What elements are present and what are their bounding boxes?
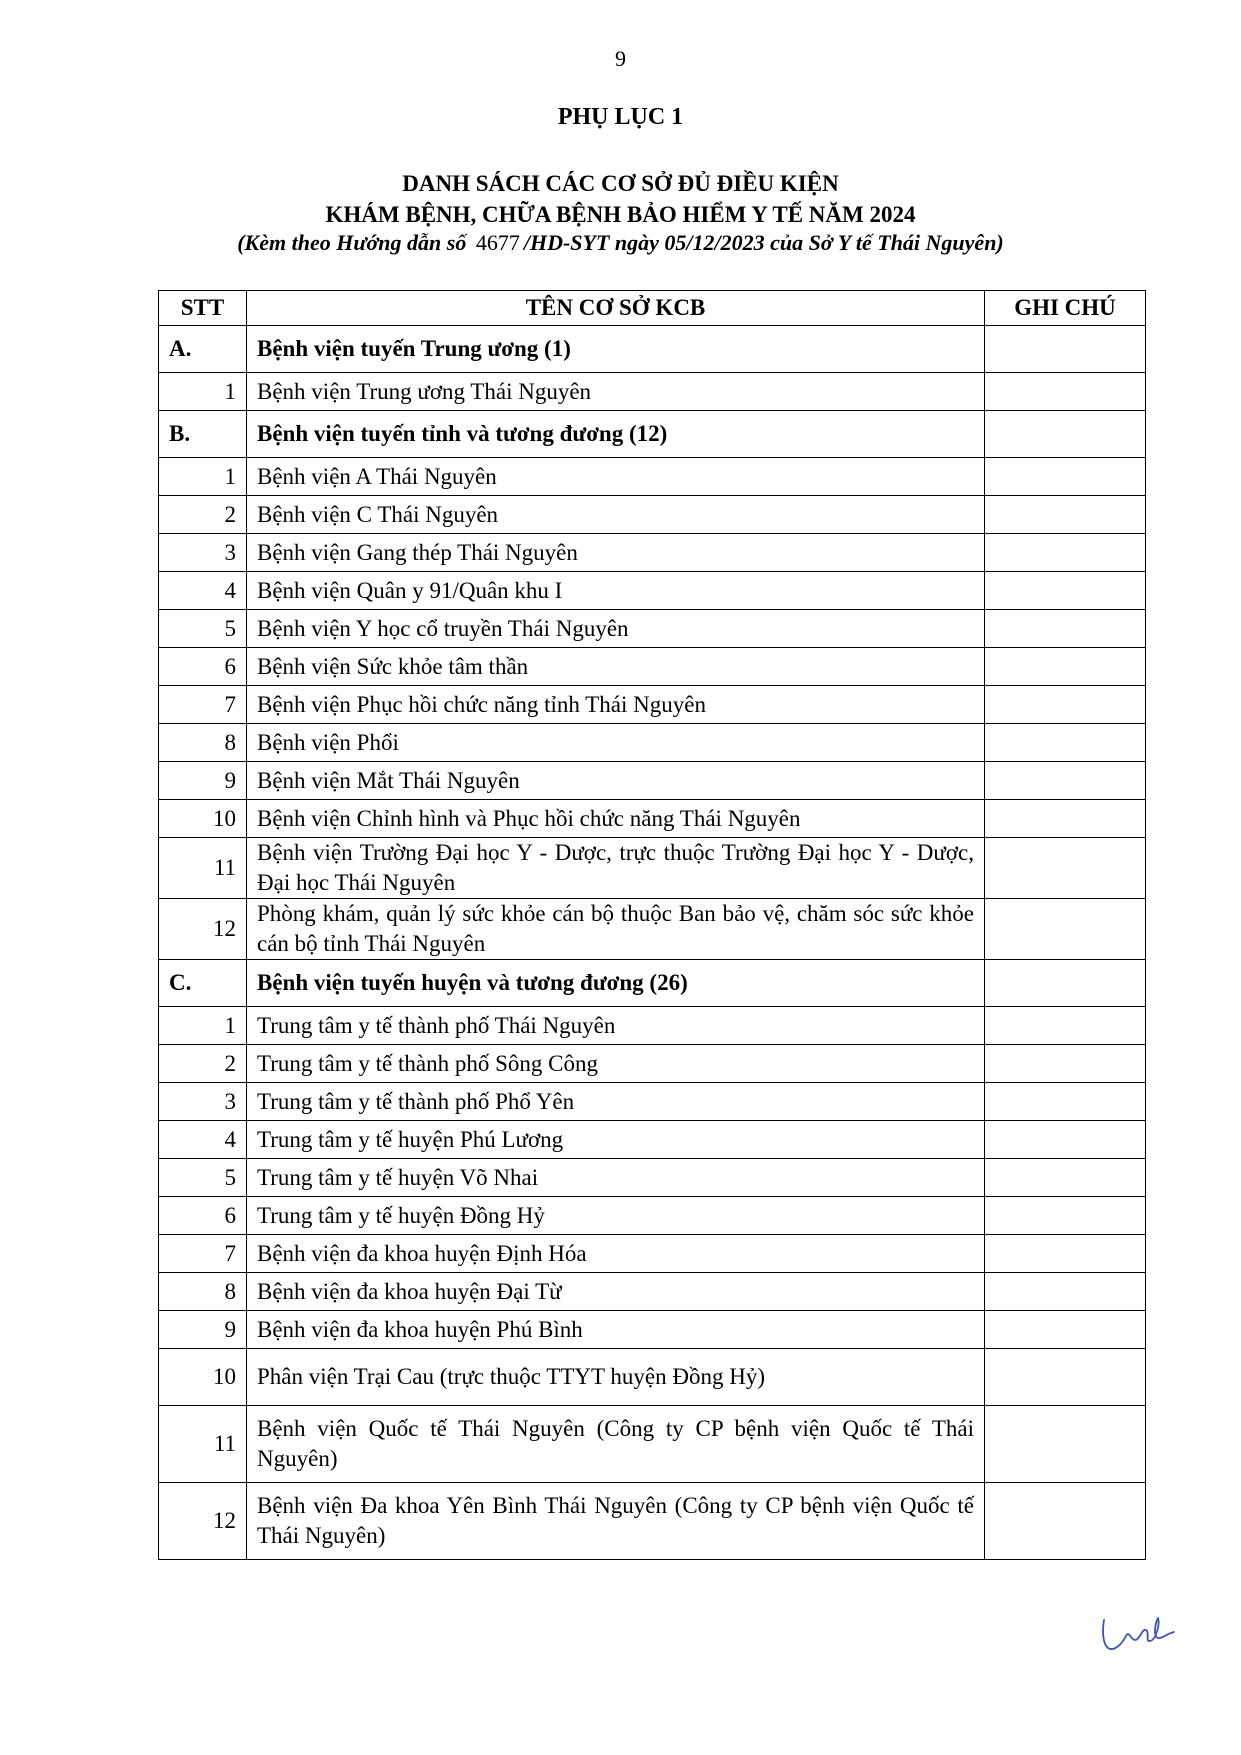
section-title: Bệnh viện tuyến Trung ương (1): [247, 326, 985, 373]
row-note: [985, 1235, 1146, 1273]
row-facility-name: Trung tâm y tế thành phố Thái Nguyên: [247, 1007, 985, 1045]
row-stt: 9: [159, 762, 247, 800]
header-facility-name: TÊN CƠ SỞ KCB: [247, 291, 985, 326]
table-row: [159, 1311, 1146, 1349]
row-note: [985, 1311, 1146, 1349]
section-note: [985, 960, 1146, 1007]
row-facility-name: Trung tâm y tế thành phố Sông Công: [247, 1045, 985, 1083]
table-row: [159, 1235, 1146, 1273]
document-title-line-2: KHÁM BỆNH, CHỮA BỆNH BẢO HIỂM Y TẾ NĂM 2024: [325, 202, 916, 227]
row-note: [985, 1483, 1146, 1560]
row-stt: 9: [159, 1311, 247, 1349]
row-facility-name: Trung tâm y tế huyện Võ Nhai: [247, 1159, 985, 1197]
table-row: [159, 1483, 1146, 1560]
row-note: [985, 1045, 1146, 1083]
header-stt: STT: [159, 291, 247, 326]
row-note: [985, 800, 1146, 838]
row-note: [985, 610, 1146, 648]
page-number: 9: [615, 46, 626, 71]
row-facility-name: Trung tâm y tế huyện Phú Lương: [247, 1121, 985, 1159]
row-facility-name: Bệnh viện đa khoa huyện Đại Từ: [247, 1273, 985, 1311]
row-note: [985, 686, 1146, 724]
table-row: [159, 800, 1146, 838]
subtitle-prefix: (Kèm theo Hướng dẫn số: [237, 230, 467, 255]
table-row: [159, 762, 1146, 800]
row-stt: 11: [159, 1406, 247, 1483]
row-facility-name: Bệnh viện Gang thép Thái Nguyên: [247, 534, 985, 572]
row-facility-name: Bệnh viện Sức khỏe tâm thần: [247, 648, 985, 686]
row-stt: 10: [159, 1349, 247, 1406]
section-title: Bệnh viện tuyến tỉnh và tương đương (12): [247, 411, 985, 458]
row-stt: 2: [159, 496, 247, 534]
table-row: [159, 1121, 1146, 1159]
row-note: [985, 496, 1146, 534]
row-facility-name: Bệnh viện Đa khoa Yên Bình Thái Nguyên (Công ty CP bệnh viện Quốc tế Thái Nguyên): [247, 1483, 985, 1560]
row-note: [985, 762, 1146, 800]
row-stt: 11: [159, 838, 247, 899]
row-stt: 1: [159, 373, 247, 411]
section-code: B.: [159, 411, 247, 458]
row-stt: 3: [159, 1083, 247, 1121]
row-note: [985, 1159, 1146, 1197]
row-note: [985, 1349, 1146, 1406]
table-row: [159, 572, 1146, 610]
row-stt: 4: [159, 572, 247, 610]
row-facility-name: Bệnh viện Trường Đại học Y - Dược, trực thuộc Trường Đại học Y - Dược, Đại học Thái Nguyên: [247, 838, 985, 899]
row-stt: 5: [159, 1159, 247, 1197]
table-row: [159, 1273, 1146, 1311]
section-row: [159, 326, 1146, 373]
row-stt: 12: [159, 899, 247, 960]
row-stt: 10: [159, 800, 247, 838]
row-note: [985, 838, 1146, 899]
row-stt: 3: [159, 534, 247, 572]
guidance-number: 4677: [475, 230, 520, 255]
table-header-row: [159, 291, 1146, 326]
table-row: [159, 724, 1146, 762]
row-stt: 7: [159, 686, 247, 724]
row-note: [985, 534, 1146, 572]
row-note: [985, 572, 1146, 610]
row-facility-name: Bệnh viện Trung ương Thái Nguyên: [247, 373, 985, 411]
section-title: Bệnh viện tuyến huyện và tương đương (26): [247, 960, 985, 1007]
row-stt: 8: [159, 724, 247, 762]
row-note: [985, 1406, 1146, 1483]
signature-mark: [1098, 1610, 1178, 1655]
row-facility-name: Bệnh viện Quốc tế Thái Nguyên (Công ty CP bệnh viện Quốc tế Thái Nguyên): [247, 1406, 985, 1483]
row-note: [985, 724, 1146, 762]
row-stt: 2: [159, 1045, 247, 1083]
section-row: [159, 411, 1146, 458]
table-row: [159, 1406, 1146, 1483]
row-facility-name: Bệnh viện đa khoa huyện Định Hóa: [247, 1235, 985, 1273]
row-facility-name: Bệnh viện Mắt Thái Nguyên: [247, 762, 985, 800]
row-note: [985, 458, 1146, 496]
row-facility-name: Bệnh viện Phục hồi chức năng tỉnh Thái Nguyên: [247, 686, 985, 724]
row-note: [985, 373, 1146, 411]
section-row: [159, 960, 1146, 1007]
table-row: [159, 899, 1146, 960]
document-title-line-1: DANH SÁCH CÁC CƠ SỞ ĐỦ ĐIỀU KIỆN: [402, 171, 839, 196]
row-facility-name: Trung tâm y tế thành phố Phổ Yên: [247, 1083, 985, 1121]
table-row: [159, 1197, 1146, 1235]
row-note: [985, 1007, 1146, 1045]
table-row: [159, 838, 1146, 899]
table-row: [159, 1083, 1146, 1121]
header-note: GHI CHÚ: [985, 291, 1146, 326]
row-stt: 7: [159, 1235, 247, 1273]
row-note: [985, 1273, 1146, 1311]
table-row: [159, 1007, 1146, 1045]
table-row: [159, 1159, 1146, 1197]
row-note: [985, 899, 1146, 960]
table-row: [159, 1349, 1146, 1406]
subtitle-suffix: /HD-SYT ngày 05/12/2023 của Sở Y tế Thái Nguyên): [523, 230, 1004, 255]
section-code: C.: [159, 960, 247, 1007]
row-facility-name: Bệnh viện Phổi: [247, 724, 985, 762]
row-stt: 4: [159, 1121, 247, 1159]
row-facility-name: Bệnh viện Chỉnh hình và Phục hồi chức năng Thái Nguyên: [247, 800, 985, 838]
section-note: [985, 411, 1146, 458]
facility-table: [158, 290, 1146, 1560]
row-facility-name: Trung tâm y tế huyện Đồng Hỷ: [247, 1197, 985, 1235]
table-row: [159, 496, 1146, 534]
row-stt: 6: [159, 1197, 247, 1235]
row-note: [985, 1083, 1146, 1121]
section-code: A.: [159, 326, 247, 373]
row-note: [985, 1197, 1146, 1235]
row-note: [985, 648, 1146, 686]
document-title: [0, 168, 1241, 230]
table-row: [159, 373, 1146, 411]
row-facility-name: Bệnh viện Quân y 91/Quân khu I: [247, 572, 985, 610]
row-facility-name: Bệnh viện A Thái Nguyên: [247, 458, 985, 496]
row-stt: 5: [159, 610, 247, 648]
table-row: [159, 686, 1146, 724]
row-facility-name: Phòng khám, quản lý sức khỏe cán bộ thuộc Ban bảo vệ, chăm sóc sức khỏe cán bộ tỉnh Thái Nguyên: [247, 899, 985, 960]
row-stt: 8: [159, 1273, 247, 1311]
row-stt: 12: [159, 1483, 247, 1560]
row-facility-name: Phân viện Trại Cau (trực thuộc TTYT huyện Đồng Hỷ): [247, 1349, 985, 1406]
row-facility-name: Bệnh viện C Thái Nguyên: [247, 496, 985, 534]
table-row: [159, 648, 1146, 686]
row-stt: 1: [159, 458, 247, 496]
table-row: [159, 1045, 1146, 1083]
row-note: [985, 1121, 1146, 1159]
row-stt: 1: [159, 1007, 247, 1045]
row-facility-name: Bệnh viện đa khoa huyện Phú Bình: [247, 1311, 985, 1349]
table-row: [159, 534, 1146, 572]
table-row: [159, 610, 1146, 648]
row-facility-name: Bệnh viện Y học cổ truyền Thái Nguyên: [247, 610, 985, 648]
document-subtitle: [0, 230, 1241, 256]
table-row: [159, 458, 1146, 496]
appendix-title: PHỤ LỤC 1: [557, 104, 684, 130]
row-stt: 6: [159, 648, 247, 686]
section-note: [985, 326, 1146, 373]
